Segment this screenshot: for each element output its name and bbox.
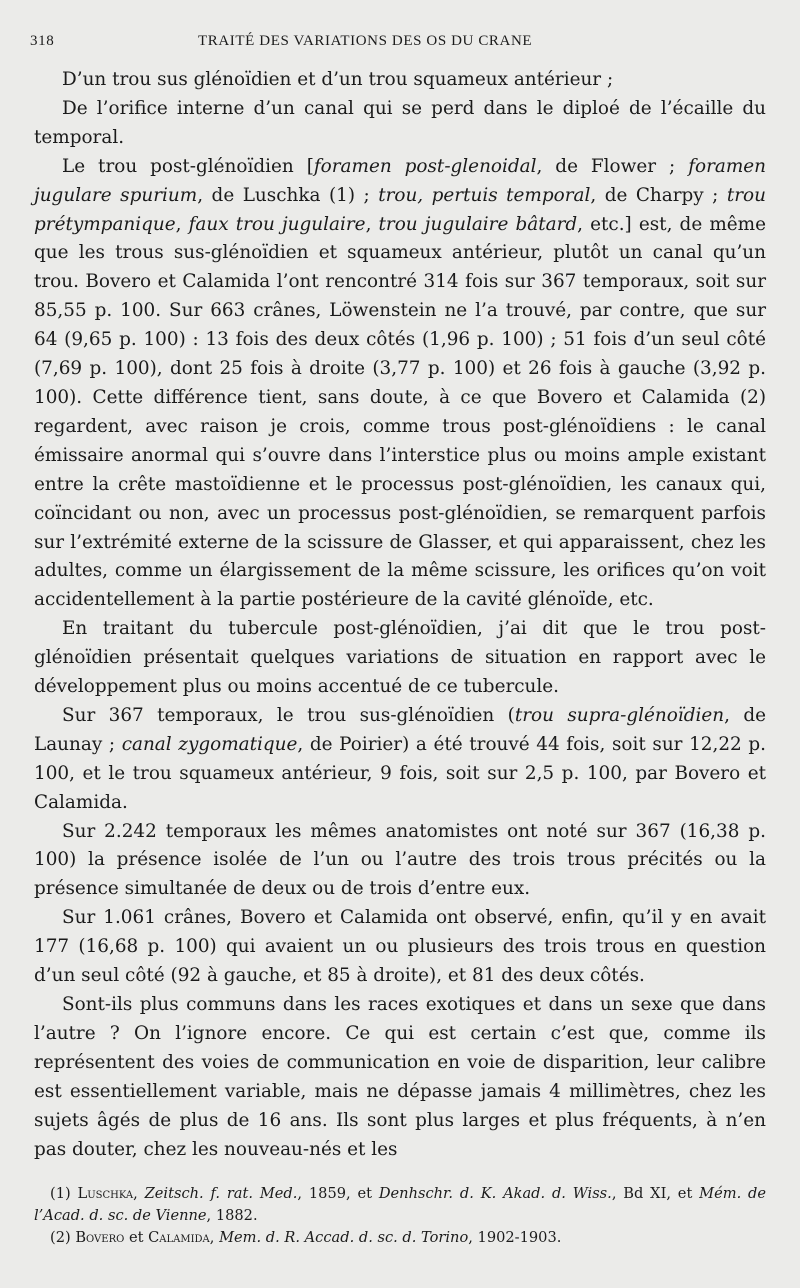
footnote-text: et (124, 1229, 149, 1246)
footnote-1 (34, 1183, 766, 1227)
term: faux trou jugulaire (188, 213, 366, 235)
footnote-text: , (133, 1185, 145, 1202)
running-title: TRAITÉ DES VARIATIONS DES OS DU CRANE (198, 33, 533, 49)
journal-title: Mém. de l’Acad. d. sc. de Vienne (34, 1185, 767, 1224)
journal-title: Zeitsch. f. rat. Med. (144, 1185, 298, 1202)
footnote-marker: (1) (50, 1185, 78, 1202)
paragraph-4: En traitant du tubercule post-glénoïdien, j’ai dit que le trou post-glénoïdien présentait quelques variations de situation en rapport avec le développement plus ou moins accentué de ce tubercule. (34, 618, 766, 698)
paragraph-5-text: , de Poirier) a été trouvé 44 fois, soit sur 12,22 p. 100, et le trou squameux antérieur, 9 fois, soit sur 2,5 p. 100, par Bovero et Calamida. (34, 733, 766, 813)
footnote-text: , Bd XI, et (611, 1185, 700, 1202)
footnote-author: Calamida (148, 1229, 210, 1246)
body-text (34, 66, 766, 1164)
footnote-marker: (2) (50, 1229, 76, 1246)
term: trou jugulaire bâtard (378, 213, 578, 235)
term: canal zygomatique (121, 733, 298, 755)
paragraph-2: De l’orifice interne d’un canal qui se perd dans le diploé de l’écaille du temporal. (34, 97, 766, 148)
paragraph-1: D’un trou sus glénoïdien et d’un trou squameux antérieur ; (62, 69, 614, 90)
paragraph-5-text: , de Launay ; (34, 704, 766, 755)
page-number: 318 (30, 33, 55, 49)
journal-title: Denhschr. d. K. Akad. d. Wiss. (378, 1185, 612, 1202)
paragraph-3-text: , de Luschka (1) ; (197, 184, 379, 206)
paragraph-5 (34, 702, 766, 818)
footnote-author: Bovero (75, 1229, 125, 1246)
paragraph-3-text: , (175, 213, 189, 235)
footnote-author: Luschka (77, 1185, 134, 1202)
latin-term: foramen jugulare spurium (34, 155, 766, 206)
term: trou supra-glénoïdien (514, 704, 725, 726)
term: trou prétympanique (34, 184, 766, 235)
paragraph-6: Sur 2.242 temporaux les mêmes anatomistes ont noté sur 367 (16,38 p. 100) la présence isolée de l’un ou l’autre des trois trous précités ou la présence simultanée de deux ou de trois d’entre eux. (34, 820, 766, 900)
footnote-text: , 1882. (206, 1207, 258, 1224)
paragraph-3 (34, 153, 766, 616)
footnote-text: , (209, 1229, 220, 1246)
paragraph-3-text: Le trou post-glénoïdien [ (62, 155, 314, 177)
paragraph-3-text: , etc.] est, de même que les trous sus-glénoïdien et squameux antérieur, plutôt un canal qu’un trou. Bovero et Calamida l’ont rencontré 314 fois sur 367 temporaux, soit sur 85,55 p. 100. Sur 663 crânes, Löwenstein ne l’a trouvé, par contre, que sur 64 (9,65 p. 100) : 13 fois des deux côtés (1,96 p. 100) ; 51 fois d’un seul côté (7,69 p. 100), dont 25 fois à droite (3,77 p. 100) et 26 fois à gauche (3,92 p. 100). Cette différence tient, sans doute, à ce que Bovero et Calamida (2) regardent, avec raison je crois, comme trous post-glénoïdiens : le canal émissaire anormal qui s’ouvre dans l’interstice plus ou moins ample existant entre la crête mastoïdienne et le processus post-glénoïdien, les canaux qui, coïncidant ou non, avec un processus post-glénoïdien, se remarquent parfois sur l’extrémité externe de la scissure de Glasser, et qui apparaissent, chez les adultes, comme un élargissement de la même scissure, les orifices qu’on voit accidentellement à la partie postérieure de la cavité glénoïde, etc. (34, 213, 766, 611)
page-header (30, 33, 770, 55)
journal-title: Mem. d. R. Accad. d. sc. d. Torino (219, 1229, 469, 1246)
footnote-2 (34, 1227, 766, 1249)
footnotes (34, 1183, 766, 1249)
paragraph-7: Sur 1.061 crânes, Bovero et Calamida ont observé, enfin, qu’il y en avait 177 (16,68 p. 100) qui avaient un ou plusieurs des trois trous en question d’un seul côté (92 à gauche, et 85 à droite), et 81 des deux côtés. (34, 907, 766, 987)
footnote-text: , 1902-1903. (468, 1229, 562, 1246)
paragraph-3-text: , de Charpy ; (590, 184, 727, 206)
paragraph-8: Sont-ils plus communs dans les races exotiques et dans un sexe que dans l’autre ? On l’ignore encore. Ce qui est certain c’est que, comme ils représentent des voies de communication en voie de disparition, leur calibre est essentiellement variable, mais ne dépasse jamais 4 millimètres, chez les sujets âgés de plus de 16 ans. Ils sont plus larges et plus fréquents, à n’en pas douter, chez les nouveau-nés et les (34, 994, 766, 1160)
latin-term: foramen post-glenoidal (313, 155, 537, 177)
term: trou, pertuis temporal (378, 184, 591, 206)
paragraph-3-text: , (365, 213, 379, 235)
footnote-text: , 1859, et (297, 1185, 379, 1202)
paragraph-5-text: Sur 367 temporaux, le trou sus-glénoïdien ( (62, 704, 515, 726)
paragraph-3-text: , de Flower ; (536, 155, 689, 177)
